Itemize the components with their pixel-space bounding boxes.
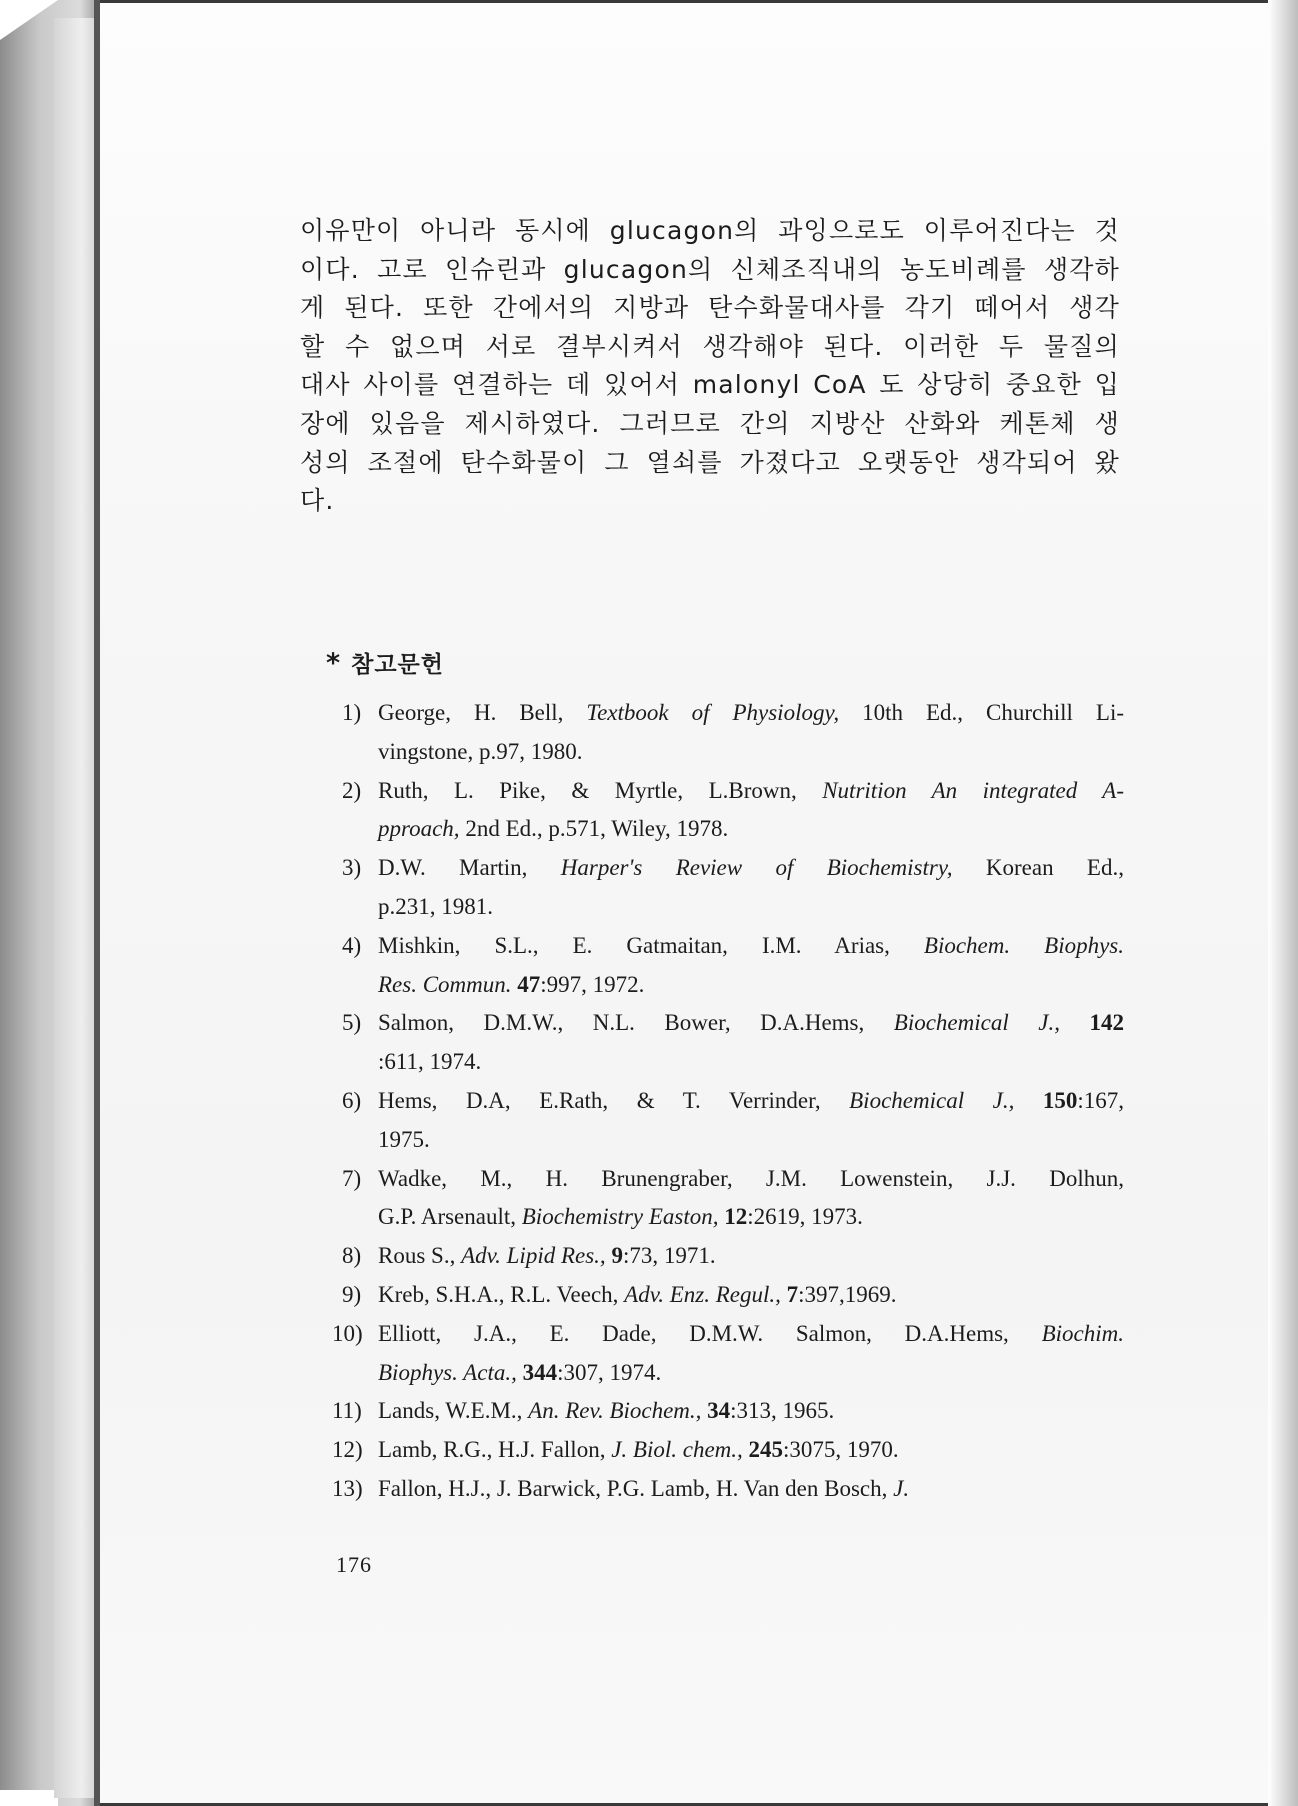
reference-text: Korean Ed., <box>952 855 1124 881</box>
reference-text: D.W. Martin, <box>378 855 561 881</box>
reference-line <box>378 1354 1124 1393</box>
reference-item <box>332 1315 1124 1393</box>
reference-text: 2nd Ed., p.571, Wiley, 1978. <box>459 816 729 842</box>
reference-item <box>342 772 1124 850</box>
body-line: 이유만이 아니라 동시에 glucagon의 과잉으로도 이루어진다는 것 <box>300 216 1120 245</box>
reference-text: Salmon, D.M.W., N.L. Bower, D.A.Hems, <box>378 1010 894 1036</box>
body-line: 게 된다. 또한 간에서의 지방과 탄수화물대사를 각기 떼어서 생각 <box>300 293 1120 323</box>
reference-line <box>378 810 1124 849</box>
reference-number: 12) <box>332 1437 363 1463</box>
reference-text: Biochemical J., <box>849 1087 1015 1113</box>
reference-line <box>378 1121 1124 1160</box>
body-line: 이다. 고로 인슈린과 glucagon의 신체조직내의 농도비례를 생각하 <box>300 254 1120 284</box>
reference-text: p.231, 1981. <box>378 893 493 919</box>
reference-line <box>378 1160 1124 1199</box>
reference-text: Lands, W.E.M., <box>378 1398 529 1424</box>
body-paragraph <box>300 212 1120 521</box>
body-line: 할 수 없으며 서로 결부시켜서 생각해야 된다. 이러한 두 물질의 <box>300 331 1120 361</box>
reference-line <box>378 733 1124 772</box>
reference-text: 47 <box>517 971 541 997</box>
reference-text: Biochem. Biophys. <box>923 932 1124 958</box>
reference-text: Nutrition An integrated A- <box>822 777 1124 803</box>
reference-text: Biochemistry Easton, <box>521 1204 719 1230</box>
reference-text: Biochemical J., <box>893 1010 1060 1036</box>
reference-text: vingstone, p.97, 1980. <box>378 738 583 764</box>
reference-text: J. Biol. chem., <box>611 1437 743 1463</box>
reference-text <box>1060 1010 1090 1035</box>
reference-text: 1975. <box>378 1126 430 1152</box>
reference-text: Textbook of Physiology, <box>586 700 840 725</box>
reference-text: Biochim. <box>1041 1320 1124 1346</box>
reference-number: 3) <box>342 855 362 881</box>
reference-text: 245 <box>748 1437 784 1463</box>
reference-item <box>332 1470 1124 1509</box>
reference-number: 5) <box>342 1010 362 1036</box>
reference-line <box>378 1198 1124 1237</box>
reference-text: 7 <box>786 1281 799 1307</box>
reference-item <box>332 1392 1124 1431</box>
reference-number: 11) <box>332 1398 362 1424</box>
reference-line <box>378 1392 1124 1431</box>
body-line: 성의 조절에 탄수화물이 그 열쇠를 가졌다고 오랫동안 생각되어 왔 <box>300 447 1120 477</box>
body-line: 다. <box>300 486 335 516</box>
reference-line <box>378 927 1124 966</box>
reference-text: Harper's Review of Biochemistry, <box>560 855 953 881</box>
reference-line <box>378 1315 1124 1354</box>
reference-text: Hems, D.A, E.Rath, & T. Verrinder, <box>378 1087 850 1113</box>
reference-item <box>342 849 1124 927</box>
reference-text: Adv. Lipid Res., <box>461 1243 606 1269</box>
reference-text: :307, 1974. <box>557 1359 662 1385</box>
reference-line <box>378 694 1124 733</box>
reference-number: 13) <box>332 1475 363 1501</box>
reference-text: :2619, 1973. <box>747 1204 863 1230</box>
reference-text: pproach, <box>378 816 460 842</box>
reference-text: :997, 1972. <box>540 971 645 997</box>
reference-text: 9 <box>611 1243 623 1269</box>
reference-number: 2) <box>342 777 362 803</box>
reference-line <box>378 1431 1124 1470</box>
book-right-edge <box>1268 0 1298 1806</box>
reference-item <box>332 1431 1124 1470</box>
reference-line <box>378 966 1124 1005</box>
references-heading <box>326 646 444 679</box>
reference-text: Ruth, L. Pike, & Myrtle, L.Brown, <box>378 777 823 803</box>
reference-line <box>378 1276 1124 1315</box>
reference-text: :3075, 1970. <box>783 1437 899 1463</box>
reference-text <box>1014 1088 1043 1113</box>
reference-text: An. Rev. Biochem., <box>528 1398 702 1424</box>
body-line: 장에 있음을 제시하였다. 그러므로 간의 지방산 산화와 케톤체 생 <box>300 408 1120 438</box>
reference-text: 10th Ed., Churchill Li- <box>839 700 1125 725</box>
reference-item <box>342 1160 1124 1238</box>
references-heading-label: 참고문헌 <box>351 652 444 678</box>
reference-list <box>332 694 1125 1509</box>
reference-line <box>378 1082 1124 1121</box>
reference-text: :73, 1971. <box>622 1243 716 1269</box>
reference-number: 10) <box>332 1320 363 1346</box>
reference-text: Elliott, J.A., E. Dade, D.M.W. Salmon, D.A.Hems, <box>378 1320 1042 1346</box>
reference-text: Biophys. Acta., <box>378 1359 517 1385</box>
reference-item <box>342 694 1124 772</box>
reference-item <box>342 1276 1124 1315</box>
reference-text: Res. Commun. <box>378 971 512 997</box>
reference-line <box>378 1470 1124 1509</box>
reference-item <box>342 1082 1124 1160</box>
reference-number: 6) <box>342 1087 362 1113</box>
reference-line <box>378 849 1124 888</box>
reference-text: :167, <box>1077 1087 1124 1113</box>
reference-text: Kreb, S.H.A., R.L. Veech, <box>378 1281 625 1307</box>
reference-text: Rous S., <box>378 1243 462 1269</box>
reference-line <box>378 1004 1124 1043</box>
page-number: 176 <box>336 1552 372 1577</box>
reference-text: 142 <box>1089 1010 1125 1036</box>
reference-item <box>342 1004 1124 1082</box>
reference-number: 7) <box>342 1165 362 1191</box>
reference-text: G.P. Arsenault, <box>378 1204 522 1230</box>
reference-text: :611, 1974. <box>378 1049 482 1075</box>
reference-text: 344 <box>522 1359 558 1385</box>
reference-text: Adv. Enz. Regul., <box>624 1281 781 1307</box>
reference-line <box>378 772 1124 811</box>
reference-text: George, H. Bell, <box>378 700 587 725</box>
reference-text: Mishkin, S.L., E. Gatmaitan, I.M. Arias, <box>378 932 924 958</box>
reference-line <box>378 888 1124 927</box>
reference-line <box>378 1237 1124 1276</box>
reference-number: 4) <box>342 932 362 958</box>
reference-text: 150 <box>1042 1087 1078 1113</box>
reference-text: :313, 1965. <box>730 1398 835 1424</box>
reference-text: :397,1969. <box>798 1281 897 1307</box>
reference-text: J. <box>893 1475 910 1501</box>
reference-number: 1) <box>342 700 362 725</box>
reference-item <box>342 1237 1124 1276</box>
reference-item <box>342 927 1124 1005</box>
reference-line <box>378 1043 1124 1082</box>
reference-text: Fallon, H.J., J. Barwick, P.G. Lamb, H. Van den Bosch, <box>378 1475 894 1501</box>
asterisk-icon: * <box>326 648 342 679</box>
reference-text: Wadke, M., H. Brunengraber, J.M. Lowenstein, J.J. Dolhun, <box>378 1165 1124 1191</box>
reference-number: 9) <box>342 1281 362 1307</box>
reference-number: 8) <box>342 1243 362 1269</box>
reference-text: Lamb, R.G., H.J. Fallon, <box>378 1437 612 1463</box>
body-line: 대사 사이를 연결하는 데 있어서 malonyl CoA 도 상당히 중요한 입 <box>300 370 1120 400</box>
reference-text: 34 <box>707 1398 731 1424</box>
reference-text: 12 <box>724 1204 748 1230</box>
